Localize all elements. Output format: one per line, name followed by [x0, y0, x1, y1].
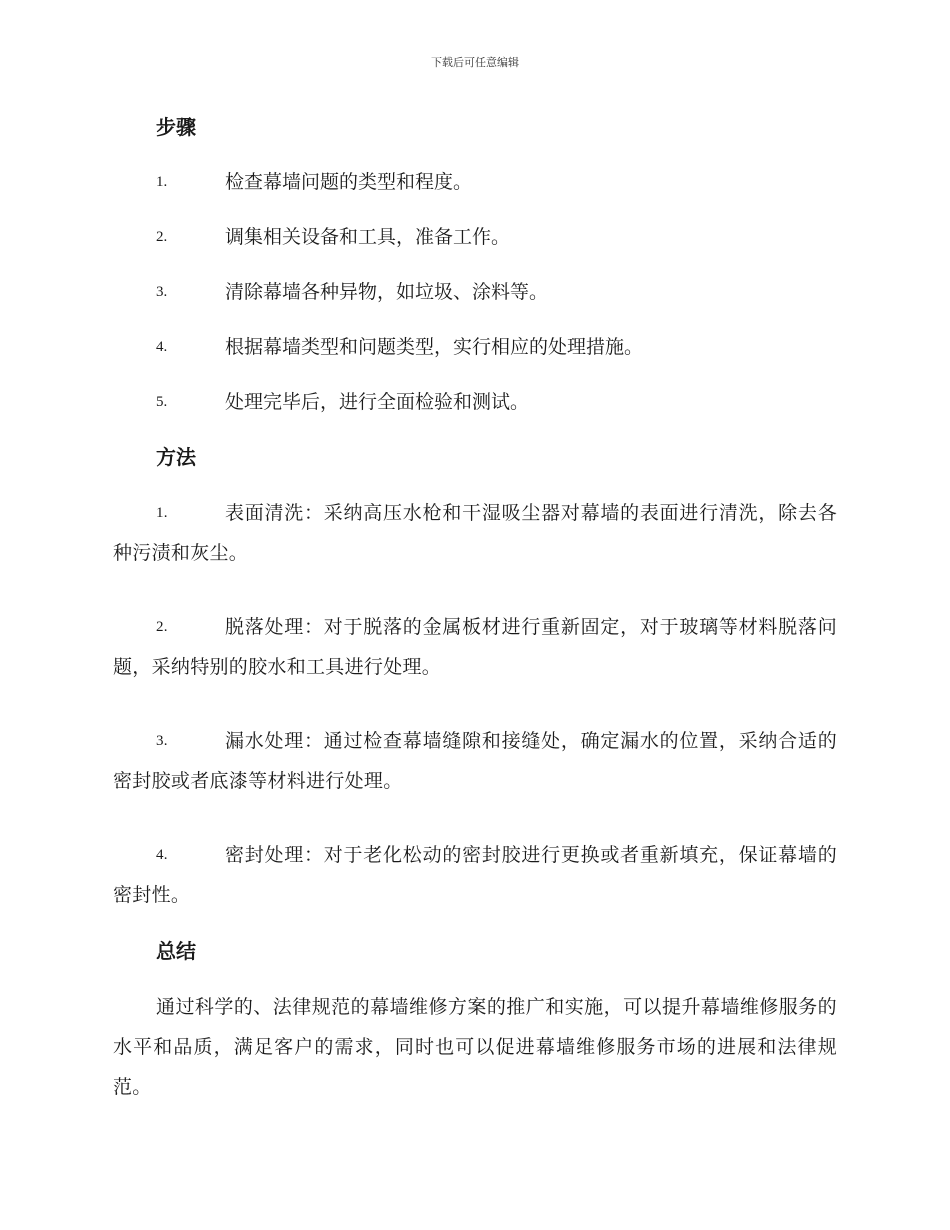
- page-header-note: 下载后可任意编辑: [431, 56, 519, 69]
- method-text: 密封处理：对于老化松动的密封胶进行更换或者重新填充，保证幕墙的密封性。: [113, 844, 837, 906]
- steps-list: [113, 146, 837, 421]
- step-item: [113, 256, 837, 311]
- step-item: [113, 146, 837, 201]
- steps-heading: 步骤: [156, 115, 196, 139]
- method-number: 2.: [156, 619, 168, 635]
- summary-heading: 总结: [156, 939, 196, 963]
- step-text: 清除幕墙各种异物，如垃圾、涂料等。: [225, 281, 549, 303]
- method-item: [113, 590, 837, 687]
- method-number: 3.: [156, 733, 168, 749]
- step-text: 调集相关设备和工具，准备工作。: [225, 226, 511, 248]
- method-item: [113, 704, 837, 801]
- methods-list: [113, 476, 837, 915]
- method-item: [113, 476, 837, 573]
- section-spacer: [113, 421, 837, 438]
- step-item: [113, 366, 837, 421]
- document-body: [113, 108, 837, 1107]
- step-item: [113, 201, 837, 256]
- method-text: 漏水处理：通过检查幕墙缝隙和接缝处，确定漏水的位置，采纳合适的密封胶或者底漆等材料进行处理。: [113, 730, 837, 792]
- step-number: 3.: [156, 284, 168, 300]
- method-text: 表面清洗：采纳高压水枪和干湿吸尘器对幕墙的表面进行清洗，除去各种污渍和灰尘。: [113, 502, 837, 564]
- step-text: 处理完毕后，进行全面检验和测试。: [225, 391, 530, 413]
- step-number: 4.: [156, 339, 168, 355]
- step-number: 1.: [156, 174, 168, 190]
- step-text: 根据幕墙类型和问题类型，实行相应的处理措施。: [225, 336, 644, 358]
- method-number: 1.: [156, 505, 168, 521]
- method-item: [113, 818, 837, 915]
- method-text: 脱落处理：对于脱落的金属板材进行重新固定，对于玻璃等材料脱落问题，采纳特别的胶水和工具进行处理。: [113, 616, 837, 678]
- step-text: 检查幕墙问题的类型和程度。: [225, 171, 473, 193]
- method-number: 4.: [156, 847, 168, 863]
- methods-heading: 方法: [156, 445, 196, 469]
- step-number: 5.: [156, 394, 168, 410]
- step-number: 2.: [156, 229, 168, 245]
- step-item: [113, 311, 837, 366]
- summary-paragraph: 通过科学的、法律规范的幕墙维修方案的推广和实施，可以提升幕墙维修服务的水平和品质，满足客户的需求，同时也可以促进幕墙维修服务市场的进展和法律规范。: [113, 996, 837, 1098]
